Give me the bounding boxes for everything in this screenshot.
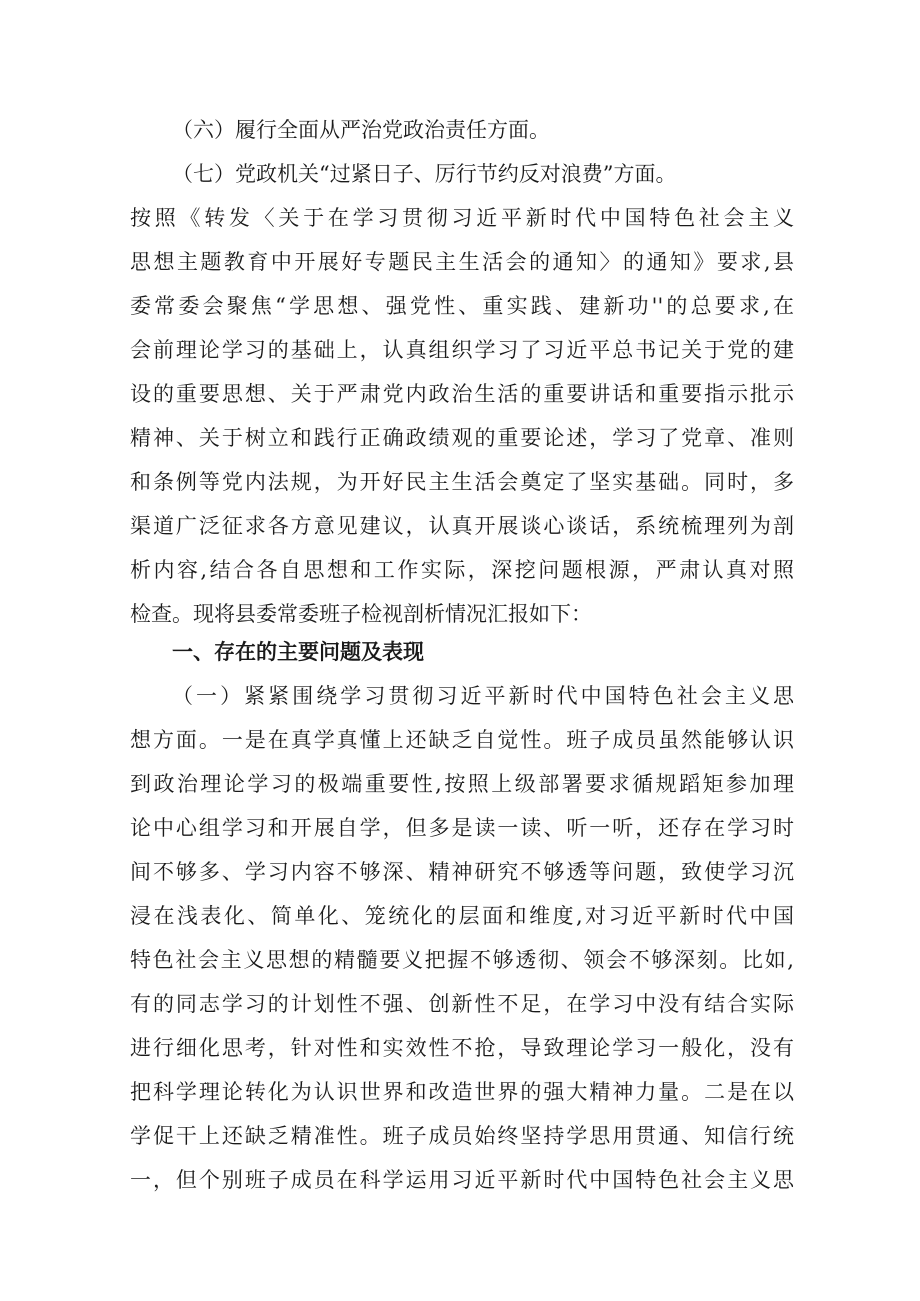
body-text-line: 检查。现将县委常委班子检视剖析情况汇报如下： xyxy=(130,602,592,626)
section-heading: 一、存在的主要问题及表现 xyxy=(172,640,424,664)
body-text-line: 进行细化思考，针对性和实效性不抢，导致理论学习一般化，没有 xyxy=(130,1036,794,1060)
body-text-line: 析内容,结合各自思想和工作实际，深挖问题根源，严肃认真对照 xyxy=(130,558,794,582)
body-text-line: 一，但个别班子成员在科学运用习近平新时代中国特色社会主义思 xyxy=(130,1168,794,1192)
body-text-line: （一）紧紧围绕学习贯彻习近平新时代中国特色社会主义思 xyxy=(172,684,794,708)
body-text-line: 想方面。一是在真学真懂上还缺乏自觉性。班子成员虽然能够认识 xyxy=(130,728,794,752)
body-text-line: 有的同志学习的计划性不强、创新性不足，在学习中没有结合实际 xyxy=(130,992,794,1016)
body-text-line: 学促干上还缺乏精准性。班子成员始终坚持学思用贯通、知信行统 xyxy=(130,1124,794,1148)
section-item-7: （七）党政机关“过紧日子、厉行节约反对浪费”方面。 xyxy=(172,162,677,186)
body-text-line: 精神、关于树立和践行正确政绩观的重要论述，学习了党章、准则 xyxy=(130,426,794,450)
body-text-line: 按照《转发〈关于在学习贯彻习近平新时代中国特色社会主义 xyxy=(130,206,794,230)
body-text-line: 特色社会主义思想的精髓要义把握不够透彻、领会不够深刻。比如, xyxy=(130,948,794,972)
body-text-line: 间不够多、学习内容不够深、精神研究不够透等问题，致使学习沉 xyxy=(130,860,794,884)
body-text-line: 和条例等党内法规，为开好民主生活会奠定了坚实基础。同时，多 xyxy=(130,470,794,494)
body-text-line: 把科学理论转化为认识世界和改造世界的强大精神力量。二是在以 xyxy=(130,1080,794,1104)
body-text-line: 论中心组学习和开展自学，但多是读一读、听一听，还存在学习时 xyxy=(130,816,794,840)
body-text-line: 浸在浅表化、简单化、笼统化的层面和维度,对习近平新时代中国 xyxy=(130,904,794,928)
body-text-line: 思想主题教育中开展好专题民主生活会的通知〉的通知》要求,县 xyxy=(130,250,794,274)
section-item-6: （六）履行全面从严治党政治责任方面。 xyxy=(172,118,550,142)
body-text-line: 渠道广泛征求各方意见建议，认真开展谈心谈话，系统梳理列为剖 xyxy=(130,514,794,538)
body-text-line: 到政治理论学习的极端重要性,按照上级部署要求循规蹈矩参加理 xyxy=(130,772,794,796)
body-text-line: 委常委会聚焦“学思想、强党性、重实践、建新功''的总要求,在 xyxy=(130,294,794,318)
body-text-line: 设的重要思想、关于严肃党内政治生活的重要讲话和重要指示批示 xyxy=(130,382,794,406)
body-text-line: 会前理论学习的基础上，认真组织学习了习近平总书记关于党的建 xyxy=(130,338,794,362)
